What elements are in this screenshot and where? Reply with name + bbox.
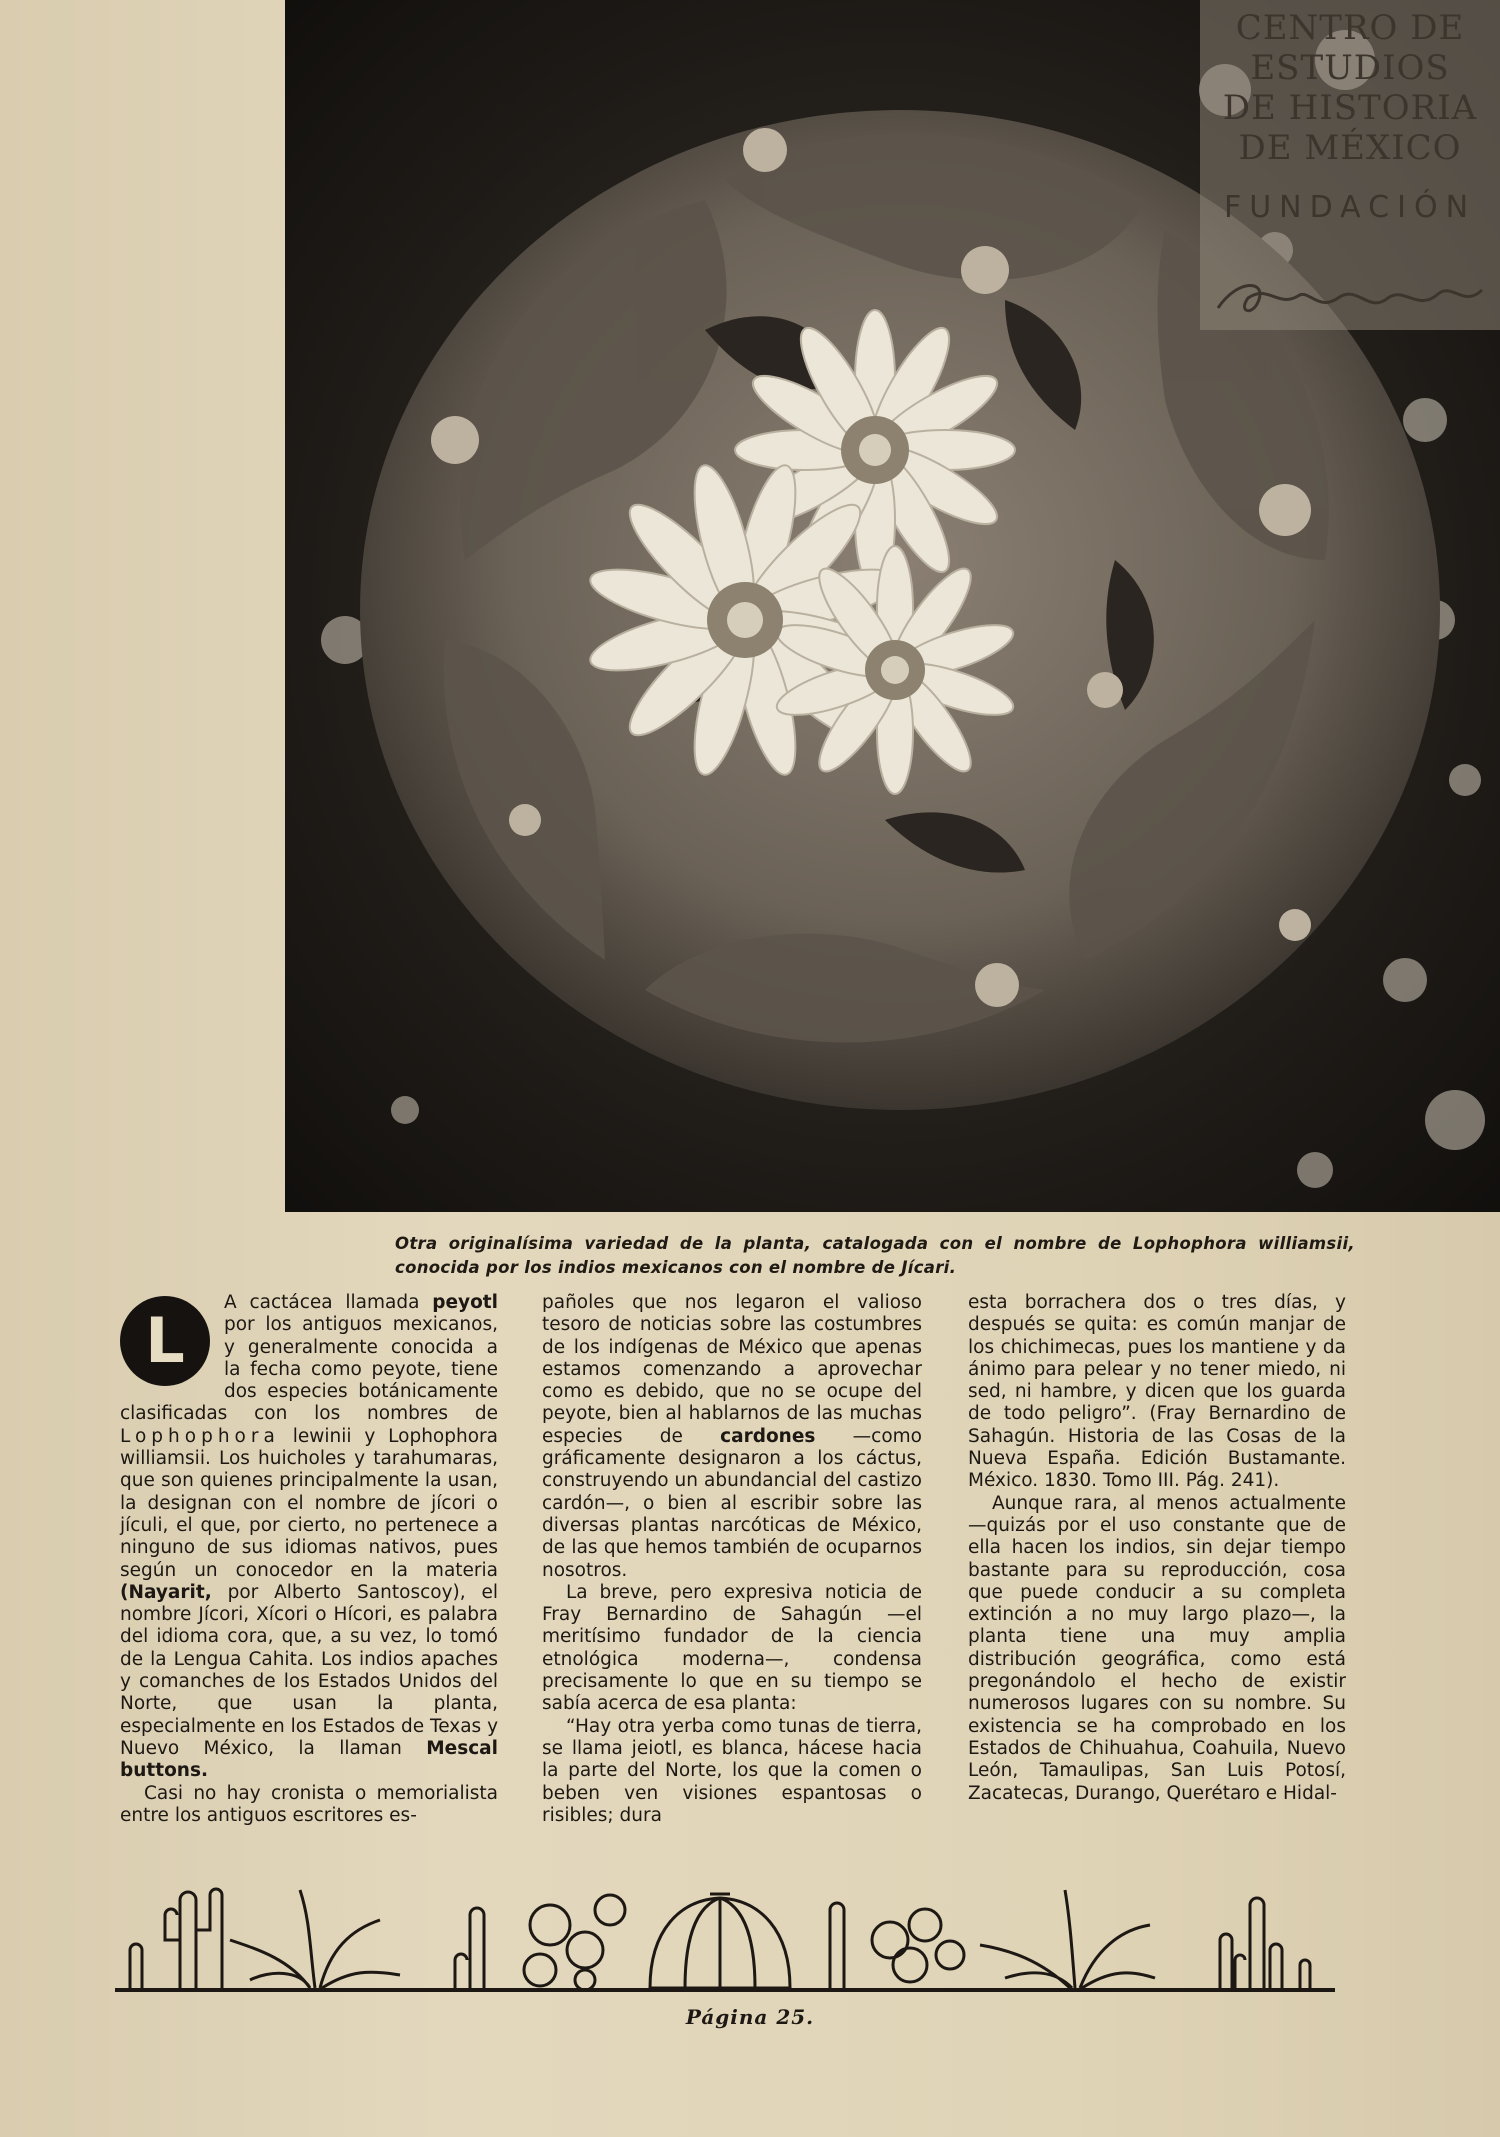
term-lophophora: Lophophora: [120, 1425, 280, 1447]
watermark-line-2: ESTUDIOS: [1250, 48, 1450, 88]
archive-watermark: [1200, 0, 1500, 330]
paragraph-borrachera: esta borrachera dos o tres días, y después se quita: es común manjar de los chichimecas, pues los mantiene y da ánimo para pelear y no tener miedo, ni sed, ni hambre, y dicen que los guarda de todo peligro”. (Fray Bernardino de Sahagún. Historia de las Cosas de la Nueva España. Edición Bustamante. México. 1830. Tomo III. Pág. 241).: [968, 1292, 1346, 1492]
col2-text-a: pañoles que nos legaron el valioso tesoro de noticias sobre las costumbres de los indígenas de México que apenas estamos comenzando a aprovechar como es debido, que no se ocupe del peyote, bien al hablarnos de las muchas especies de: [542, 1292, 922, 1447]
cactus-border-illustration: [110, 1870, 1360, 2000]
paragraph-cronista: Casi no hay cronista o memorialista entre los antiguos escritores es-: [120, 1782, 498, 1826]
term-cardones: cardones: [720, 1425, 816, 1447]
intro-text-c: por los antiguos mexicanos, y generalmente conocida a la fecha como peyote, tiene dos especies botánicamente clasificadas con los nombres de: [120, 1314, 498, 1425]
col2-text-c: —como gráficamente designaron a los cáctus, construyendo un abundancial del castizo cardón—, o bien al escribir sobre las diversas plantas narcóticas de México, de las que hemos también de ocuparnos nosotros.: [542, 1425, 922, 1581]
term-peyotl: peyotl: [432, 1292, 498, 1313]
paragraph-espanoles: [542, 1292, 922, 1582]
intro-paragraph: [120, 1292, 498, 1783]
paragraph-sahagun: La breve, pero expresiva noticia de Fray Bernardino de Sahagún —el meritísimo fundador de la ciencia etnológica moderna—, condensa precisamente lo que en su tiempo se sabía acerca de esa planta:: [542, 1581, 922, 1715]
term-nayarit: (Nayarit,: [120, 1581, 212, 1603]
article-column-3: [968, 1292, 1346, 1805]
watermark-fundacion: FUNDACIÓN: [1223, 190, 1477, 225]
watermark-line-1: CENTRO DE: [1235, 8, 1465, 48]
watermark-line-3: DE HISTORIA: [1222, 88, 1478, 128]
signature-icon: [1208, 268, 1492, 330]
dropcap-letter: L: [120, 1296, 210, 1386]
intro-text-g: por Alberto Santoscoy), el nombre Jícori, Xícori o Hícori, es palabra del idioma cora, que, a su vez, lo tomó de la Lengua Cahita. Los indios apaches y comanches de los Estados Unidos del Norte, que usan la planta, especialmente en los Estados de Texas y Nuevo México, la llaman: [120, 1581, 499, 1759]
term-mescal-buttons: Mescal buttons.: [120, 1737, 498, 1782]
paragraph-distribucion: Aunque rara, al menos actualmente —quizás por el uso constante que de ella hacen los indios, sin dejar tiempo bastante para su reproducción, cosa que puede conducir a su completa extinción a no muy largo plazo—, la planta tiene una muy amplia distribución geográfica, como está pregonándolo el hecho de existir numerosos lugares con su nombre. Su existencia se ha comprobado en los Estados de Chihuahua, Coahuila, Nuevo León, Tamaulipas, San Luis Potosí, Zacatecas, Durango, Querétaro e Hidal-: [968, 1492, 1346, 1804]
intro-text-e: lewinii y Lophophora williamsii. Los huicholes y tarahumaras, que son quienes principalmente la usan, la designan con el nombre de jícori o jículi, el que, por cierto, no pertenece a ninguno de sus idiomas nativos, pues según un conocedor en la materia: [120, 1425, 498, 1581]
paragraph-quote: “Hay otra yerba como tunas de tierra, se llama jeiotl, es blanca, hácese hacia la parte del Norte, los que la comen o beben ven visiones espantosas o risibles; dura: [542, 1715, 922, 1826]
article-column-2: [542, 1292, 922, 1827]
page-number: Página 25.: [685, 2005, 815, 2029]
intro-text-a: A cactácea llamada: [224, 1292, 433, 1313]
watermark-line-4: DE MÉXICO: [1238, 128, 1462, 168]
photo-caption: Otra originalísima variedad de la planta, catalogada con el nombre de Lophophora williamsii, conocida por los indios mexicanos con el nombre de Jícari.: [395, 1234, 1355, 1277]
article-column-1: [120, 1292, 498, 1827]
